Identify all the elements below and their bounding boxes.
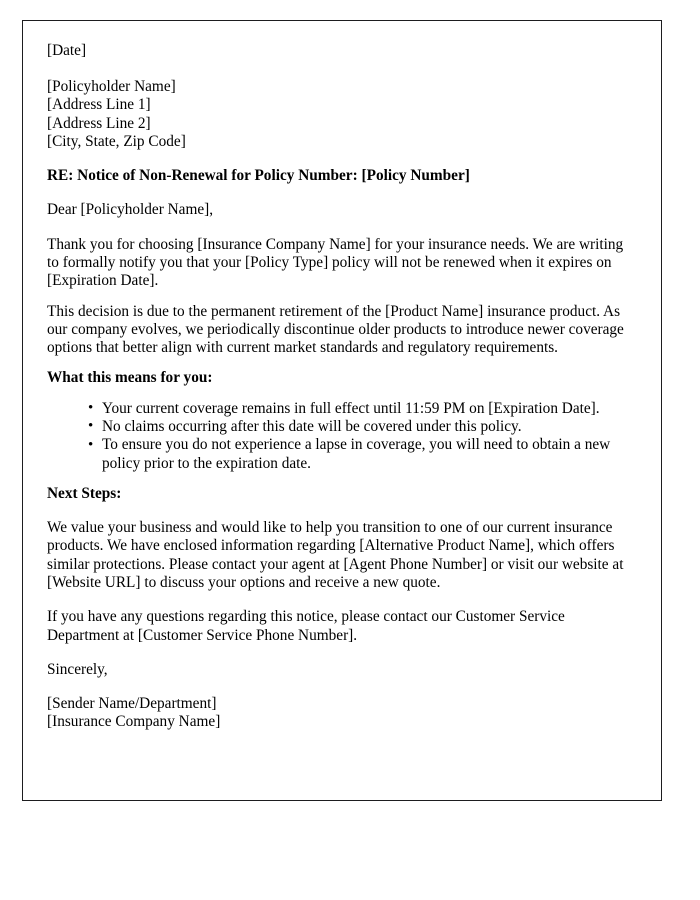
address-line-1: [Address Line 1]	[47, 96, 151, 114]
list-item: • No claims occurring after this date will be covered under this policy.	[88, 418, 631, 436]
spacer	[47, 185, 631, 201]
section-heading-what-this-means: What this means for you:	[47, 369, 213, 387]
address-line-city-state-zip: [City, State, Zip Code]	[47, 132, 186, 150]
signature-block	[47, 695, 631, 731]
spacer	[47, 592, 631, 608]
spacer	[47, 473, 631, 485]
address-line-policyholder: [Policyholder Name]	[47, 78, 176, 96]
letter-content	[47, 42, 631, 732]
document-page-border	[22, 20, 662, 801]
list-item: • To ensure you do not experience a lapse in coverage, you will need to obtain a new policy prior to the expiration date.	[88, 436, 631, 473]
signature-sender: [Sender Name/Department]	[47, 695, 217, 713]
list-item: • Your current coverage remains in full effect until 11:59 PM on [Expiration Date].	[88, 400, 631, 418]
body-paragraph-1: Thank you for choosing [Insurance Company Name] for your insurance needs. We are writing to formally notify you that your [Policy Type] policy will not be renewed when it expires on [Expiration Date].	[47, 235, 624, 290]
subject-line: RE: Notice of Non-Renewal for Policy Number: [Policy Number]	[47, 167, 470, 185]
closing-salutation: Sincerely,	[47, 660, 108, 678]
body-paragraph-3: We value your business and would like to help you transition to one of our current insurance products. We have enclosed information regarding [Alternative Product Name], which offers similar protections. Please contact your agent at [Agent Phone Number] or visit our website at [Website URL] to discuss your options and receive a new quote.	[47, 519, 624, 592]
spacer	[47, 291, 631, 303]
signature-company: [Insurance Company Name]	[47, 713, 221, 731]
spacer	[47, 60, 631, 78]
salutation: Dear [Policyholder Name],	[47, 201, 214, 219]
spacer	[47, 220, 631, 236]
spacer	[47, 645, 631, 661]
recipient-address-block	[47, 78, 631, 151]
letter-date: [Date]	[47, 42, 87, 59]
spacer	[47, 679, 631, 695]
spacer	[47, 151, 631, 167]
coverage-bullet-list	[47, 400, 631, 473]
spacer	[47, 388, 631, 400]
spacer	[47, 503, 631, 519]
section-heading-next-steps: Next Steps:	[47, 484, 122, 502]
body-paragraph-2: This decision is due to the permanent retirement of the [Product Name] insurance product. As our company evolves, we periodically discontinue older products to introduce newer coverage options that better align with current market standards and regulatory requirements.	[47, 302, 624, 357]
spacer	[47, 357, 631, 369]
body-paragraph-4: If you have any questions regarding this notice, please contact our Customer Service Department at [Customer Service Phone Number].	[47, 608, 565, 644]
address-line-2: [Address Line 2]	[47, 114, 151, 132]
